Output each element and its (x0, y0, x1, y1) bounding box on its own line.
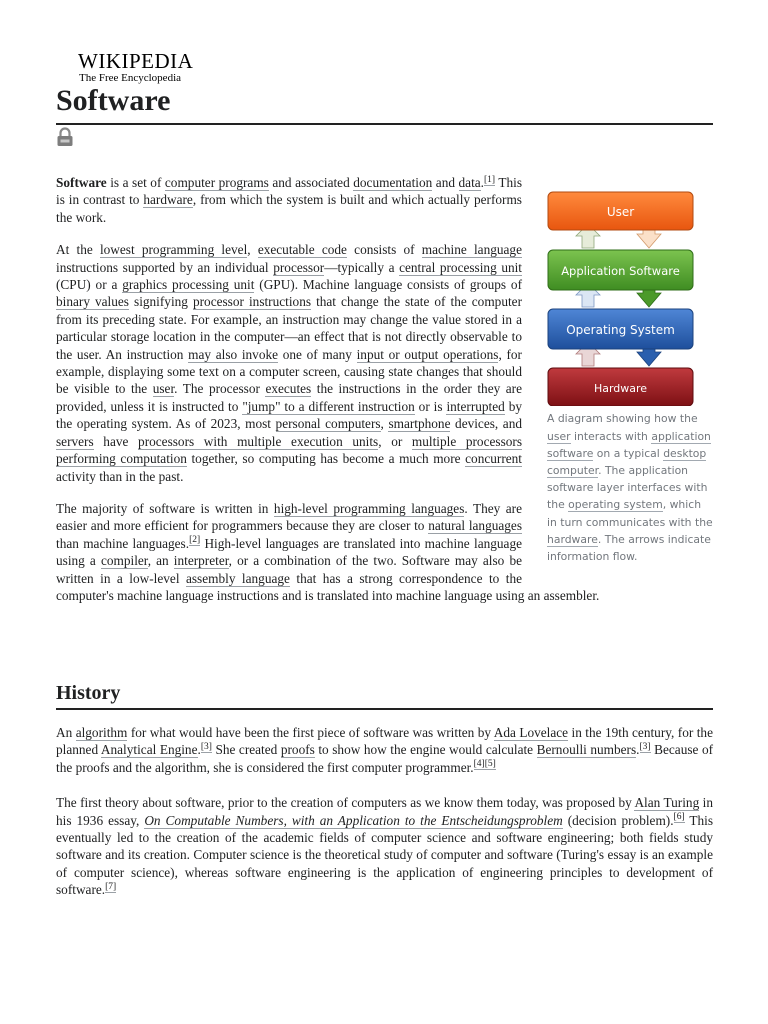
link-executes[interactable]: executes (265, 381, 312, 397)
citation-3[interactable]: [3] (200, 741, 212, 752)
text: together, so computing has become a much more (186, 451, 466, 467)
text: and associated (268, 175, 354, 190)
link-assembly-language[interactable]: assembly language (185, 570, 290, 586)
link-may-also-invoke[interactable]: may also invoke (188, 346, 279, 362)
text: activity than in the past. (56, 468, 184, 484)
history-body (56, 724, 713, 917)
citation-3b[interactable]: [3] (639, 741, 651, 752)
text: , from which the system is built and which actually performs the work. (56, 192, 522, 225)
text: in the 19th century, for the planned (56, 725, 713, 758)
history-paragraph-2 (56, 794, 713, 898)
link-bernoulli-numbers[interactable]: Bernoulli numbers (536, 742, 637, 758)
link-documentation[interactable]: documentation (353, 175, 433, 190)
text: , (380, 416, 389, 432)
text: or is (414, 398, 447, 414)
link-lowest-programming-level[interactable]: lowest programming level (99, 242, 248, 258)
link-binary-values[interactable]: binary values (56, 294, 129, 310)
link-multiple-processors[interactable]: multiple processors performing computation (56, 433, 522, 467)
text: that has a strong correspondence to the computer's machine language instructions and is translated into machine language using an assembler. (56, 570, 600, 603)
caption-text: . The application software layer interfaces with the (547, 464, 708, 512)
link-central-processing-unit[interactable]: central processing unit (399, 259, 522, 275)
layer-user-label: User (606, 205, 635, 219)
logo-tagline: The Free Encyclopedia (79, 72, 182, 84)
link-interpreter[interactable]: interpreter (173, 553, 229, 569)
link-jump-instruction[interactable]: "jump" to a different instruction (242, 398, 415, 414)
intro-paragraph-1: Software is a set of computer programs and associated documentation and data.[1] This is in contrast to hardware, from which the system is built and which actually performs the work. (56, 174, 522, 225)
wikipedia-logo[interactable] (78, 50, 193, 84)
text: An (56, 725, 76, 740)
history-divider (56, 708, 713, 710)
link-ada-lovelace[interactable]: Ada Lovelace (493, 725, 569, 740)
text: This is in contrast to (56, 175, 522, 208)
link-proofs[interactable]: proofs (280, 742, 315, 758)
link-user[interactable]: user (547, 429, 571, 443)
text: —typically a (324, 259, 400, 275)
layer-os-label: Operating System (566, 323, 675, 337)
text: , an (147, 553, 174, 569)
text: (GPU). Machine language consists of groups of (254, 277, 522, 293)
link-input-output-operations[interactable]: input or output operations (356, 346, 499, 362)
article-body (56, 174, 713, 619)
text: is a set of (106, 175, 165, 190)
page-title: Software (56, 84, 171, 117)
link-algorithm[interactable]: algorithm (75, 725, 128, 740)
caption-text: , which in turn communicates with the (547, 498, 713, 529)
text: , or (378, 433, 412, 449)
history-heading: History (56, 682, 121, 704)
text: . (636, 742, 640, 758)
text: . They are easier and more efficient for programmers because they are closer to (56, 500, 522, 534)
caption-text: on a typical (593, 446, 664, 460)
text: (CPU) or a (56, 277, 123, 293)
link-high-level-languages[interactable]: high-level programming languages (273, 500, 465, 516)
text: The majority of software is written in (56, 500, 274, 516)
link-analytical-engine[interactable]: Analytical Engine (100, 742, 198, 758)
text: . (197, 742, 201, 758)
text: instructions supported by an individual (56, 259, 274, 275)
citation-7[interactable]: [7] (105, 881, 117, 892)
link-operating-system[interactable]: operating system (568, 498, 663, 512)
text: signifying (128, 294, 193, 310)
link-data[interactable]: data (458, 175, 481, 190)
caption-text: interacts with (570, 429, 652, 443)
text: have (93, 433, 139, 449)
link-servers[interactable]: servers (56, 433, 94, 449)
link-multiple-execution-units[interactable]: processors with multiple execution units (138, 433, 379, 449)
link-alan-turing[interactable]: Alan Turing (634, 795, 700, 811)
text: devices, and (450, 416, 522, 432)
link-natural-languages[interactable]: natural languages (428, 518, 522, 534)
text: for what would have been the first piece of software was written by (127, 725, 494, 740)
history-paragraph-1 (56, 724, 713, 776)
link-interrupted[interactable]: interrupted (446, 398, 505, 414)
link-personal-computers[interactable]: personal computers (275, 416, 381, 432)
link-processor-instructions[interactable]: processor instructions (192, 294, 312, 310)
title-divider (56, 123, 713, 125)
citation-2[interactable]: [2] (189, 535, 201, 546)
link-on-computable-numbers[interactable]: On Computable Numbers, with an Application to the Entscheidungsproblem (144, 812, 563, 828)
text: in his 1936 essay, (56, 795, 714, 828)
diagram-caption (547, 410, 713, 565)
text: by the operating system. As of 2023, most (56, 398, 522, 432)
text: At the (56, 242, 100, 258)
citation-4[interactable]: [4] (473, 759, 485, 770)
link-hardware[interactable]: hardware (143, 192, 193, 208)
text: , for example, displaying some text on a computer screen, causing state changes that should be visible to the (56, 346, 522, 397)
citation-5[interactable]: [5] (484, 759, 496, 770)
caption-text: . The arrows indicate information flow. (547, 532, 711, 564)
text: to show how the engine would calculate (314, 742, 537, 758)
text: and (432, 175, 459, 190)
diagram-infobox (547, 176, 713, 565)
link-computer-programs[interactable]: computer programs (164, 175, 269, 190)
link-machine-language[interactable]: machine language (421, 242, 522, 258)
link-processor[interactable]: processor (273, 259, 325, 275)
text: one of many (278, 346, 357, 362)
text: She created (211, 742, 281, 758)
text: (decision problem). (562, 812, 674, 828)
text: than machine languages. (56, 535, 190, 551)
lock-icon[interactable] (56, 127, 74, 152)
link-hardware[interactable]: hardware (547, 532, 598, 546)
link-smartphone[interactable]: smartphone (388, 416, 451, 432)
text: , or a combination of the two. Software may also be written in a low-level (56, 553, 522, 586)
link-executable-code[interactable]: executable code (257, 242, 347, 258)
text: . The processor (174, 381, 266, 397)
logo-wordmark: WIKIPEDIA (78, 49, 194, 73)
caption-text: A diagram showing how the (547, 412, 698, 426)
citation-1[interactable]: [1] (484, 174, 496, 185)
text: Because of the proofs and the algorithm, she is considered the first computer programmer. (56, 742, 714, 775)
text: The first theory about software, prior to the creation of computers as we know them today, was proposed by (56, 795, 635, 811)
text: This eventually led to the creation of the academic fields of computer science and software engineering; both fields study software and its creation. Computer science is the theoretical study of computer and software (Turing's essay is an example of computer science), whereas software engineering is the application of engineering principles to development of software. (56, 812, 714, 898)
bold-term: Software (56, 175, 107, 190)
text: that change the state of the computer from its preceding state. For example, an instruction may change the value stored in a particular storage location in the computer—an effect that is not directly observable to the user. An instruction (56, 294, 522, 362)
link-application-software[interactable]: application software (547, 429, 711, 460)
layer-application-label: Application Software (561, 264, 680, 278)
text: the instructions in the order they are provided, unless it is instructed to (56, 381, 523, 414)
link-desktop-computer[interactable]: desktop computer (547, 446, 707, 478)
text: consists of (346, 242, 422, 258)
layer-hardware-label: Hardware (593, 382, 648, 395)
link-compiler[interactable]: compiler (100, 553, 148, 569)
link-graphics-processing-unit[interactable]: graphics processing unit (122, 277, 255, 293)
text: , (247, 242, 258, 258)
link-user[interactable]: user (152, 381, 175, 397)
text: High-level languages are translated into machine language using a (56, 535, 523, 569)
software-layers-diagram[interactable] (547, 176, 713, 406)
link-concurrent[interactable]: concurrent (465, 451, 522, 467)
citation-6[interactable]: [6] (673, 812, 685, 823)
